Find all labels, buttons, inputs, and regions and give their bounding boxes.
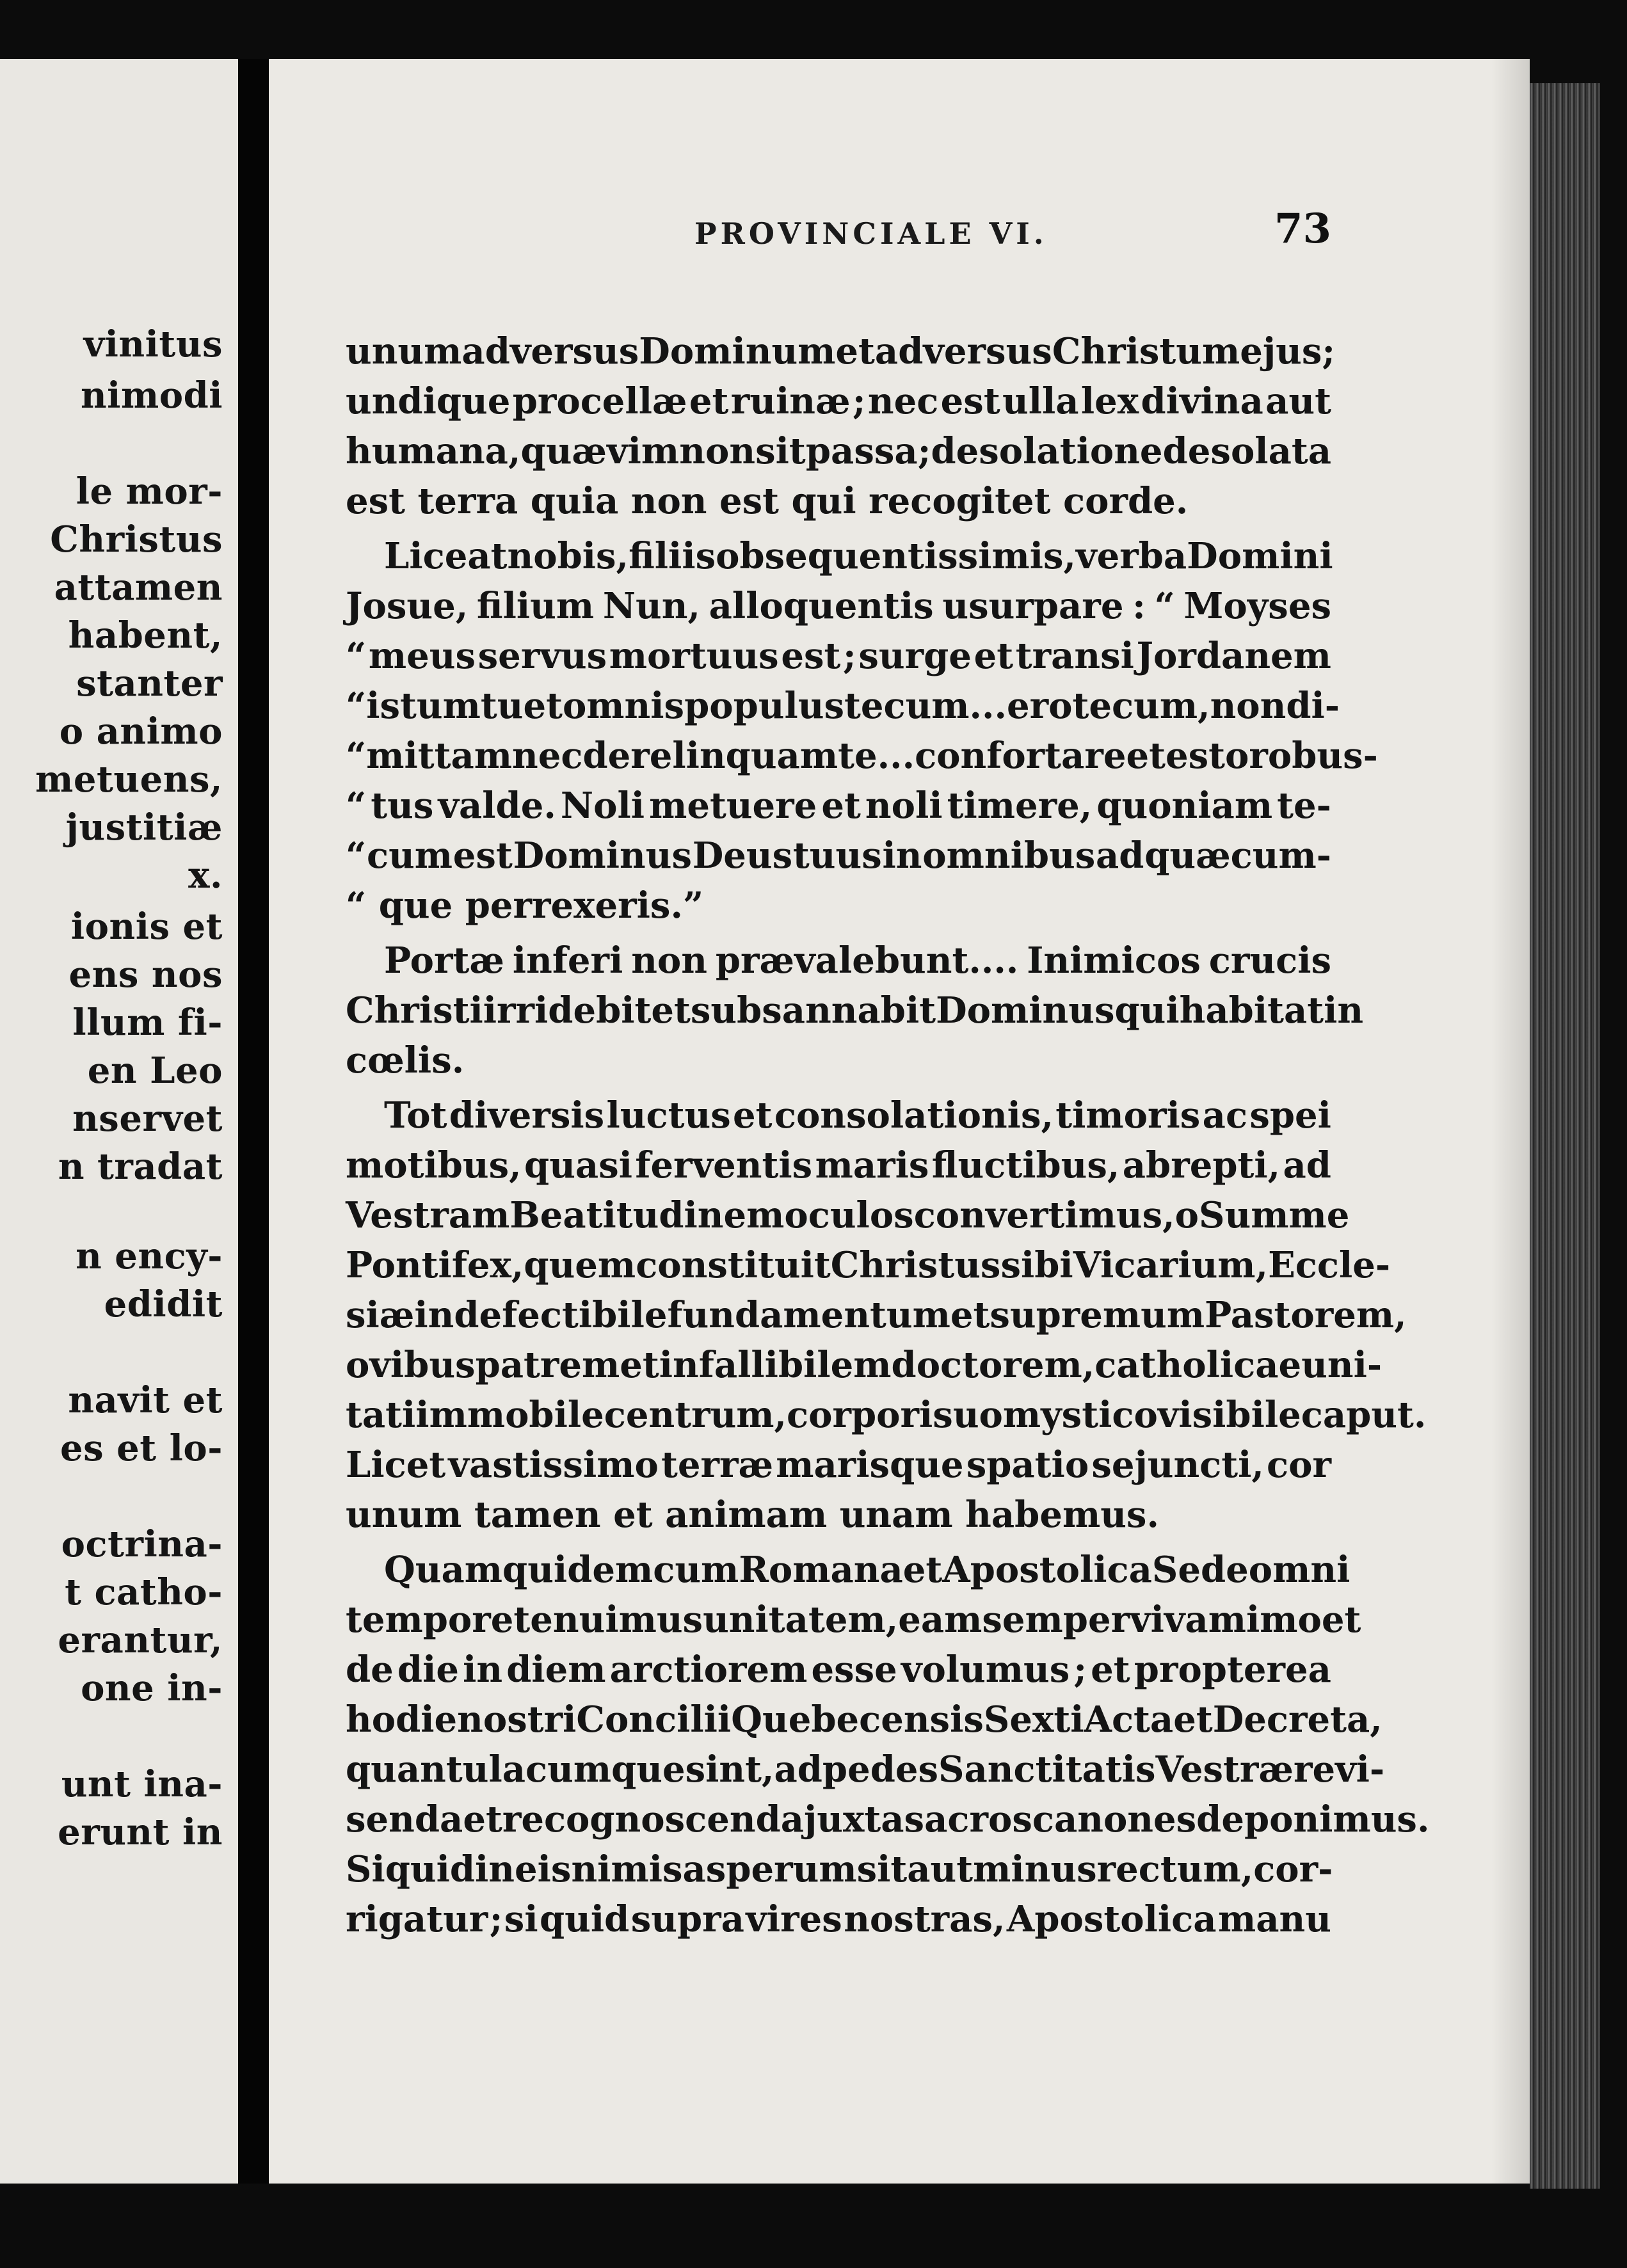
text-line: “ meus servus mortuus est ; surge et transi Jordanem <box>346 635 1331 677</box>
left-page-line: stanter <box>76 662 223 705</box>
running-head: PROVINCIALE VI. <box>694 216 1048 251</box>
text-line: Si quid in eis nimis asperum sit aut minus rectum, cor- <box>346 1848 1333 1890</box>
left-page-line: ionis et <box>70 906 223 948</box>
text-line: senda et recognoscenda juxta sacros canones deponimus. <box>346 1798 1430 1841</box>
text-line: hodie nostri Concilii Quebecensis Sexti Acta et Decreta, <box>346 1698 1383 1741</box>
text-line: est terra quia non est qui recogitet corde. <box>346 480 1189 522</box>
text-line: “ mittam nec derelinquam te... confortare et esto robus- <box>346 735 1378 777</box>
text-line: Liceat nobis, filiis obsequentissimis, verba Domini <box>384 535 1333 577</box>
left-page-line: metuens, <box>35 758 223 801</box>
left-page-line: n tradat <box>58 1146 223 1188</box>
text-line: siæ indefectibile fundamentum et supremum Pastorem, <box>346 1294 1407 1336</box>
left-page-line: x. <box>188 854 223 897</box>
left-page-line: erantur, <box>58 1619 223 1661</box>
paragraph <box>346 326 1336 526</box>
left-page-line: ens nos <box>68 954 223 996</box>
left-page-line: Christus <box>50 518 223 561</box>
paragraph <box>346 1090 1427 1540</box>
left-page-line: justitiæ <box>65 806 223 849</box>
left-page-line: habent, <box>68 614 223 657</box>
text-line: cœlis. <box>346 1039 465 1082</box>
text-line: Vestram Beatitudinem oculos convertimus, o Summe <box>346 1194 1350 1236</box>
left-page-line: attamen <box>54 566 223 609</box>
paragraph <box>346 936 1364 1085</box>
left-page-line: nimodi <box>80 374 223 417</box>
left-page-line: erunt in <box>58 1811 223 1853</box>
text-line: Josue, filium Nun, alloquentis usurpare : “ Moyses <box>346 585 1331 627</box>
text-line: “ que perrexeris.” <box>346 884 704 927</box>
text-line: quantulacumque sint, ad pedes Sanctitatis Vestræ revi- <box>346 1748 1385 1791</box>
text-line: Quam quidem cum Romana et Apostolica Sede omni <box>384 1549 1350 1591</box>
left-page-line: edidit <box>104 1283 223 1325</box>
text-line: Licet vastissimo terræ marisque spatio sejuncti, cor <box>346 1444 1331 1486</box>
text-line: de die in diem arctiorem esse volumus ; et propterea <box>346 1649 1331 1691</box>
text-line: tati immobile centrum, corpori suo mystico visibile caput. <box>346 1394 1427 1436</box>
text-line: Pontifex, quem constituit Christus sibi Vicarium, Eccle- <box>346 1244 1391 1286</box>
body-text <box>346 326 1430 2003</box>
text-line: “ tus valde. Noli metuere et noli timere, quoniam te- <box>346 785 1331 827</box>
text-line: ovibus patrem et infallibilem doctorem, catholicae uni- <box>346 1344 1383 1386</box>
left-page-line: le mor- <box>76 470 223 513</box>
text-line: Tot diversis luctus et consolationis, timoris ac spei <box>384 1094 1331 1137</box>
text-line: undique procellæ et ruinæ ; nec est ulla lex divina aut <box>346 380 1331 422</box>
left-page-line: o animo <box>59 710 223 753</box>
text-line: “ cum est Dominus Deus tuus in omnibus ad quæcum- <box>346 835 1331 877</box>
page-header <box>422 205 1331 269</box>
text-line: unum tamen et animam unam habemus. <box>346 1494 1159 1536</box>
left-page-line: navit et <box>68 1379 223 1421</box>
left-page-line: vinitus <box>83 323 223 365</box>
left-page-line: en Leo <box>87 1050 223 1092</box>
text-line: “ istum tu et omnis populus tecum... ero tecum, non di- <box>346 685 1340 727</box>
text-line: unum adversus Dominum et adversus Christum ejus ; <box>346 330 1336 372</box>
text-line: motibus, quasi ferventis maris fluctibus, abrepti, ad <box>346 1144 1331 1186</box>
page-gutter <box>238 59 269 2184</box>
left-page-line: nservet <box>72 1098 223 1140</box>
text-line: Portæ inferi non prævalebunt.... Inimicos crucis <box>384 939 1331 982</box>
left-page-line: n ency- <box>76 1235 223 1277</box>
page-edges <box>1530 83 1600 2189</box>
left-page-line: octrina- <box>61 1523 223 1565</box>
left-page-line: es et lo- <box>60 1427 223 1469</box>
left-facing-page <box>0 59 238 2184</box>
page-number: 73 <box>1274 205 1331 253</box>
paragraph <box>346 531 1378 930</box>
text-line: rigatur ; si quid supra vires nostras, Apostolica manu <box>346 1898 1331 1940</box>
left-page-line: llum fi- <box>72 1002 223 1044</box>
paragraph <box>346 1545 1430 1944</box>
text-line: humana, quæ vim non sit passa ; desolatione desolata <box>346 430 1331 472</box>
text-line: Christi irridebit et subsannabit Dominus qui habitat in <box>346 989 1364 1032</box>
left-page-line: t catho- <box>65 1571 223 1613</box>
left-page-line: unt ina- <box>61 1763 223 1805</box>
left-page-line: one in- <box>81 1667 223 1709</box>
text-line: tempore tenuimus unitatem, eam semper vivam imo et <box>346 1599 1361 1641</box>
